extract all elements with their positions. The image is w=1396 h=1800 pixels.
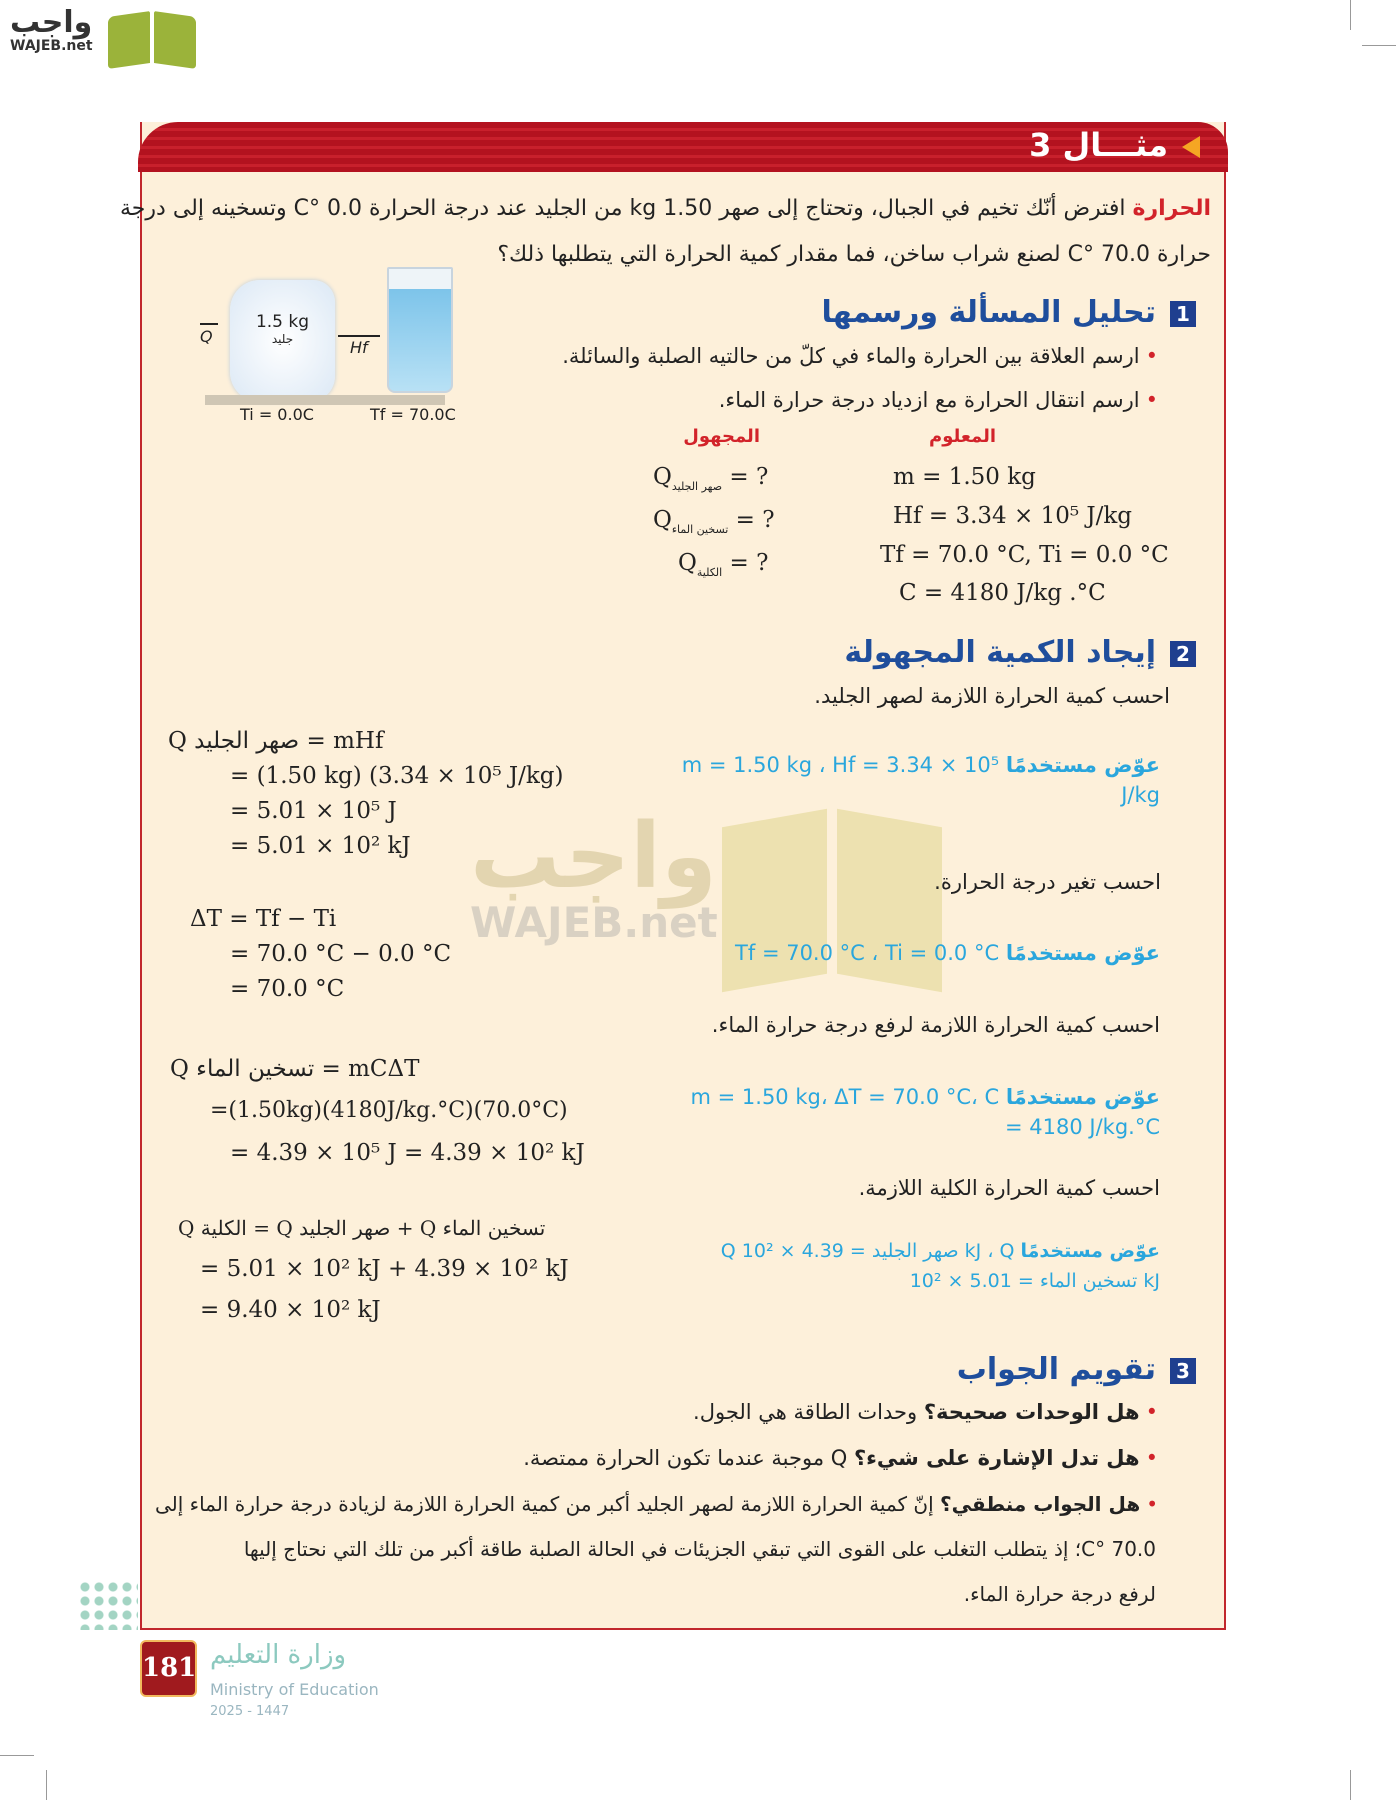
surface: [205, 395, 445, 405]
step-2-text: احسب تغير درجة الحرارة.: [934, 870, 1161, 894]
section-title: إيجاد الكمية المجهولة: [844, 635, 1156, 670]
watermark-latin: WAJEB.net: [470, 898, 718, 947]
section-2-heading: [844, 635, 1196, 670]
wajeb-logo: [10, 5, 93, 54]
substitution-note: عوّض مستخدمًا m = 1.50 kg، ΔT = 70.0 °C، C = 4180 J/kg.°C: [690, 1085, 1160, 1139]
bullet-continuation: لرفع درجة حرارة الماء.: [963, 1582, 1156, 1606]
section-number: 3: [1170, 1358, 1196, 1384]
equation-line: = 9.40 × 10² kJ: [200, 1297, 381, 1323]
crop-mark: [0, 1755, 34, 1756]
section-title: تحليل المسألة ورسمها: [821, 295, 1156, 330]
bullet-item: •هل الجواب منطقي؟ إنّ كمية الحرارة اللازمة لصهر الجليد أكبر من كمية الحرارة اللازمة لزيادة درجة حرارة الماء إلى: [154, 1492, 1158, 1516]
section-number: 2: [1170, 641, 1196, 667]
book-icon: [108, 8, 196, 66]
substitution-note: عوّض مستخدمًا Q صهر الجليد = 4.39 × 10² kJ ، Q تسخين الماء = 5.01 × 10² kJ: [720, 1240, 1160, 1292]
ice-block: [230, 280, 335, 402]
unknown-q-total: $Q_{الكلية}$ = ?: [678, 550, 769, 579]
bullet-item: •هل تدل الإشارة على شيء؟ Q موجبة عندما تكون الحرارة ممتصة.: [523, 1446, 1158, 1470]
crop-mark: [1350, 1770, 1351, 1800]
crop-mark: [1350, 0, 1351, 30]
unknown-q-heat: $Q_{تسخين الماء}$ = ?: [653, 507, 775, 536]
logo-arabic: واجب: [10, 5, 93, 40]
crop-mark: [1362, 45, 1396, 46]
watermark: [470, 804, 718, 947]
problem-line-1: [120, 196, 1211, 221]
known-hf: Hf = 3.34 × 10⁵ J/kg: [893, 503, 1132, 529]
problem-line-2: حرارة 70.0 °C لصنع شراب ساخن، فما مقدار كمية الحرارة التي يتطلبها ذلك؟: [497, 242, 1211, 267]
watermark-arabic: واجب: [470, 804, 717, 909]
ministry-logo-dots: [78, 1580, 138, 1630]
known-c: C = 4180 J/kg .°C: [899, 580, 1106, 606]
hf-label: Hf: [350, 338, 368, 357]
bullet-item: •ارسم العلاقة بين الحرارة والماء في كلّ من حالتيه الصلبة والسائلة.: [562, 344, 1158, 368]
edition-year: 2025 - 1447: [210, 1704, 290, 1719]
equation-line: Q تسخين الماء = mCΔT: [170, 1056, 420, 1082]
arrow-icon: [338, 335, 380, 337]
problem-keyword: الحرارة: [1132, 196, 1211, 221]
step-4-text: احسب كمية الحرارة الكلية اللازمة.: [858, 1176, 1160, 1200]
section-1-heading: [821, 295, 1196, 330]
triangle-icon: [1182, 136, 1200, 158]
bullet-item: •ارسم انتقال الحرارة مع ازدياد درجة حرارة الماء.: [718, 388, 1158, 412]
step-3-text: احسب كمية الحرارة اللازمة لرفع درجة حرارة الماء.: [711, 1013, 1160, 1037]
page-number: 181: [140, 1640, 197, 1697]
equation-line: = 70.0 °C − 0.0 °C: [230, 941, 452, 967]
substitution-note: عوّض مستخدمًا Tf = 70.0 °C ، Ti = 0.0 °C: [735, 941, 1160, 965]
ministry-name-ar: وزارة التعليم: [210, 1640, 347, 1670]
equation-line: Q الكلية = Q صهر الجليد + Q تسخين الماء: [178, 1216, 546, 1240]
ti-label: Ti = 0.0C: [240, 405, 314, 424]
water-beaker: [387, 267, 453, 393]
example-title: مثـــال 3: [1029, 126, 1168, 164]
known-temps: Tf = 70.0 °C, Ti = 0.0 °C: [880, 542, 1169, 568]
known-label: المعلوم: [929, 426, 996, 447]
equation-line: =(1.50kg)(4180J/kg.°C)(70.0°C): [210, 1098, 568, 1123]
logo-latin: WAJEB.net: [10, 38, 93, 54]
example-header: [138, 122, 1228, 172]
equation-line: = 5.01 × 10² kJ + 4.39 × 10² kJ: [200, 1256, 569, 1282]
unknown-label: المجهول: [683, 426, 760, 447]
q-label: Q: [200, 327, 213, 346]
equation-line: ΔT = Tf − Ti: [190, 906, 337, 932]
equation-line: = 5.01 × 10⁵ J: [230, 798, 397, 824]
ministry-name-en: Ministry of Education: [210, 1680, 379, 1699]
crop-mark: [46, 1770, 47, 1800]
known-mass: m = 1.50 kg: [893, 464, 1036, 490]
equation-line: Q صهر الجليد = mHf: [168, 728, 384, 754]
bullet-text: ارسم العلاقة بين الحرارة والماء في كلّ من حالتيه الصلبة والسائلة.: [562, 344, 1140, 368]
section-3-heading: [957, 1352, 1196, 1387]
problem-text: افترض أنّك تخيم في الجبال، وتحتاج إلى صهر 1.50 kg من الجليد عند درجة الحرارة 0.0 °C وتسخينه إلى درجة: [120, 196, 1126, 221]
ice-water-figure: [200, 265, 520, 435]
equation-line: = (1.50 kg) (3.34 × 10⁵ J/kg): [230, 763, 564, 789]
bullet-item: •هل الوحدات صحيحة؟ وحدات الطاقة هي الجول.: [693, 1400, 1158, 1424]
ice-mass: 1.5 kg: [255, 312, 310, 332]
step-1-text: احسب كمية الحرارة اللازمة لصهر الجليد.: [814, 684, 1170, 708]
unknown-q-melt: $Q_{صهر الجليد}$ = ?: [653, 464, 769, 493]
ice-label: جليد: [271, 332, 294, 346]
tf-label: Tf = 70.0C: [370, 405, 456, 424]
bullet-continuation: 70.0 °C؛ إذ يتطلب التغلب على القوى التي تبقي الجزيئات في الحالة الصلبة طاقة أكبر من تلك التي نحتاج إليها: [243, 1537, 1156, 1561]
section-title: تقويم الجواب: [956, 1352, 1156, 1387]
equation-line: = 4.39 × 10⁵ J = 4.39 × 10² kJ: [230, 1140, 585, 1166]
arrow-icon: [200, 323, 218, 325]
section-number: 1: [1170, 301, 1196, 327]
substitution-note: عوّض مستخدمًا m = 1.50 kg ، Hf = 3.34 × 10⁵ J/kg: [681, 753, 1160, 807]
equation-line: = 70.0 °C: [230, 976, 345, 1002]
equation-line: = 5.01 × 10² kJ: [230, 833, 411, 859]
bullet-text: ارسم انتقال الحرارة مع ازدياد درجة حرارة الماء.: [718, 388, 1140, 412]
